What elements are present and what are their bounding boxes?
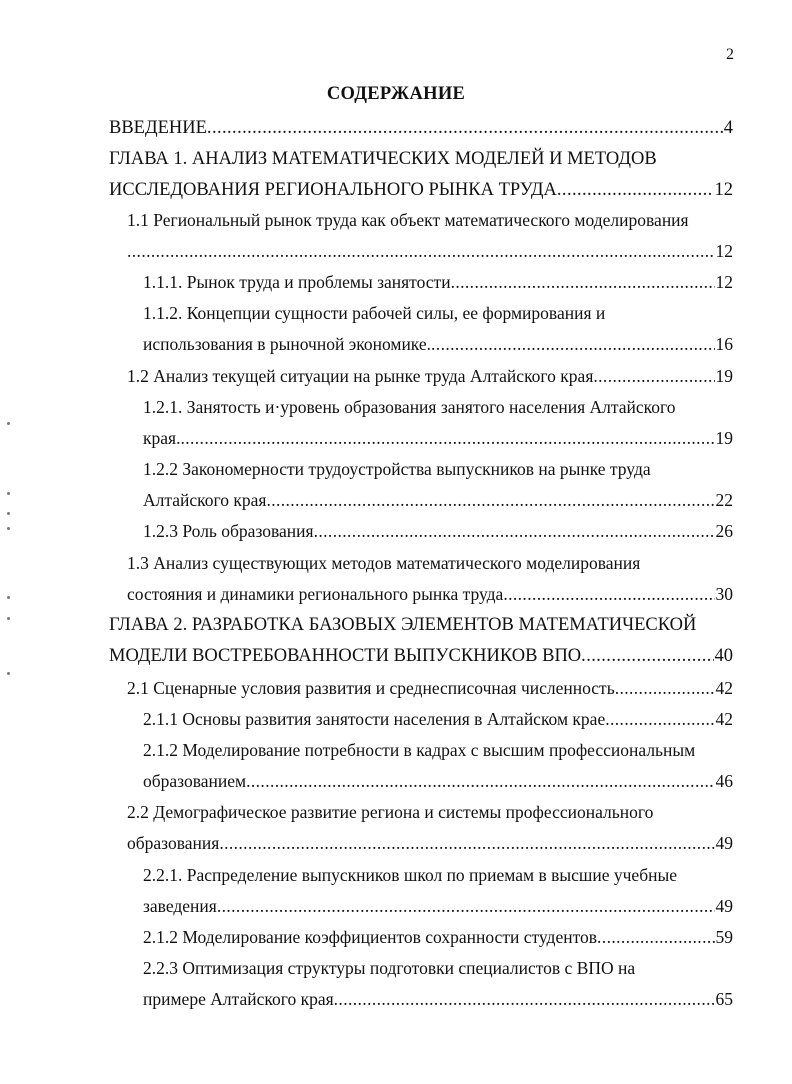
toc-page-number: 42: [715, 709, 733, 729]
toc-entry-text: 2.1 Сценарные условия развития и среднесписочная численность: [127, 678, 615, 698]
toc-page-number: 22: [715, 490, 733, 510]
toc-entry-text: примере Алтайского края: [143, 989, 334, 1009]
toc-entry-text: 2.1.2 Моделирование коэффициентов сохранности студентов: [143, 927, 598, 947]
toc-entry-text: 1.2.3 Роль образования: [143, 521, 314, 541]
toc-entry-text: образования: [127, 833, 220, 853]
toc-entry-1-1-2: [143, 331, 733, 357]
toc-page-number: 12: [714, 180, 733, 200]
dot-leader: [246, 768, 714, 794]
toc-entry-2-1-2: [143, 768, 733, 794]
toc-page-number: 65: [715, 989, 733, 1009]
toc-entry-chapter-2: [109, 643, 733, 669]
toc-entry-text: края.: [143, 428, 181, 448]
dot-leader: [207, 115, 723, 141]
toc-page-number: 19: [715, 366, 733, 386]
dot-leader: [266, 487, 714, 513]
toc-page-number: 30: [715, 584, 733, 604]
dot-leader: [451, 269, 715, 295]
scan-speck: [7, 422, 10, 425]
toc-entry-text: 2.1.1 Основы развития занятости населения в Алтайском крае: [143, 709, 606, 729]
dot-leader: [217, 893, 715, 919]
toc-entry-text: ВВЕДЕНИЕ: [109, 118, 207, 138]
dot-leader: [597, 924, 714, 950]
dot-leader: [581, 643, 713, 669]
toc-entry-1-2-3: [143, 518, 733, 544]
dot-leader: [593, 363, 714, 389]
toc-entry-2-2-3: [143, 986, 733, 1012]
toc-page-number: 49: [715, 896, 733, 916]
toc-entry-1-2-1: [143, 425, 733, 451]
dot-leader: [180, 425, 714, 451]
scan-speck: [7, 672, 10, 675]
page-title: СОДЕРЖАНИЕ: [326, 84, 466, 104]
scan-speck: [7, 512, 10, 515]
toc-entry-1-3-line1: 1.3 Анализ существующих методов математического моделирования: [127, 553, 641, 573]
toc-entry-text: 1.2 Анализ текущей ситуации на рынке труда Алтайского края: [127, 366, 594, 386]
toc-entry-text: 1.1.1. Рынок труда и проблемы занятости: [143, 272, 451, 292]
toc-entry-text: ИССЛЕДОВАНИЯ РЕГИОНАЛЬНОГО РЫНКА ТРУДА: [109, 180, 557, 200]
toc-entry-intro: [109, 115, 733, 141]
toc-page-number: 12: [715, 272, 733, 292]
toc-entry-1-3: [127, 581, 733, 607]
toc-page-number: 19: [715, 428, 733, 448]
toc-page-number: 59: [715, 927, 733, 947]
toc-entry-1-2: [127, 363, 733, 389]
dot-leader: [557, 177, 714, 203]
toc-entry-2-1-2-line1: 2.1.2 Моделирование потребности в кадрах с высшим профессиональным: [143, 740, 696, 760]
dot-leader: [503, 581, 714, 607]
toc-entry-1-1: [127, 238, 733, 264]
dot-leader: [127, 238, 715, 264]
toc-entry-1-1-1: [143, 269, 733, 295]
toc-page-number: 26: [715, 521, 733, 541]
toc-entry-chapter-2-line1: ГЛАВА 2. РАЗРАБОТКА БАЗОВЫХ ЭЛЕМЕНТОВ МАТЕМАТИЧЕСКОЙ: [109, 615, 697, 635]
toc-entry-2-1-2b: [143, 924, 733, 950]
page-number: 2: [726, 46, 734, 63]
scan-speck: [7, 527, 10, 530]
toc-entry-2-2-3-line1: 2.2.3 Оптимизация структуры подготовки специалистов с ВПО на: [143, 958, 636, 978]
toc-entry-1-2-1-line1: 1.2.1. Занятость и·уровень образования занятого населения Алтайского: [143, 397, 676, 417]
dot-leader: [334, 986, 715, 1012]
toc-page-number: 46: [715, 771, 733, 791]
toc-entry-text: Алтайского края: [143, 490, 267, 510]
scan-speck: [7, 596, 10, 599]
toc-page-number: 42: [715, 678, 733, 698]
toc-entry-text: образованием: [143, 771, 247, 791]
scan-speck: [7, 492, 10, 495]
dot-leader: [219, 830, 714, 856]
toc-page-number: 12: [715, 241, 733, 261]
dot-leader: [314, 518, 715, 544]
toc-entry-1-1-line1: 1.1 Региональный рынок труда как объект математического моделирования: [127, 210, 689, 230]
toc-entry-text: использования в рыночной экономике.: [143, 334, 432, 354]
toc-entry-text: состояния и динамики регионального рынка труда: [127, 584, 504, 604]
toc-page-number: 40: [714, 646, 733, 666]
toc-entry-2-2-line1: 2.2 Демографическое развитие региона и системы профессионального: [127, 802, 654, 822]
dot-leader: [431, 331, 714, 357]
toc-entry-2-2-1: [143, 893, 733, 919]
toc-page-number: 4: [723, 118, 733, 138]
toc-entry-text: заведения: [143, 896, 217, 916]
toc-entry-1-2-2: [143, 487, 733, 513]
toc-entry-1-2-2-line1: 1.2.2 Закономерности трудоустройства выпускников на рынке труда: [143, 459, 651, 479]
toc-page-number: 49: [715, 833, 733, 853]
toc-entry-2-2-1-line1: 2.2.1. Распределение выпускников школ по приемам в высшие учебные: [143, 865, 677, 885]
toc-entry-2-2: [127, 830, 733, 856]
toc-entry-2-1-1: [143, 706, 733, 732]
toc-entry-chapter-1: [109, 177, 733, 203]
toc-entry-2-1: [127, 675, 733, 701]
dot-leader: [615, 675, 715, 701]
dot-leader: [605, 706, 714, 732]
toc-entry-chapter-1-line1: ГЛАВА 1. АНАЛИЗ МАТЕМАТИЧЕСКИХ МОДЕЛЕЙ И МЕТОДОВ: [109, 149, 657, 169]
toc-entry-1-1-2-line1: 1.1.2. Концепции сущности рабочей силы, ее формирования и: [143, 303, 606, 323]
scan-speck: [7, 617, 10, 620]
toc-page-number: 16: [715, 334, 733, 354]
toc-entry-text: МОДЕЛИ ВОСТРЕБОВАННОСТИ ВЫПУСКНИКОВ ВПО: [109, 646, 582, 666]
